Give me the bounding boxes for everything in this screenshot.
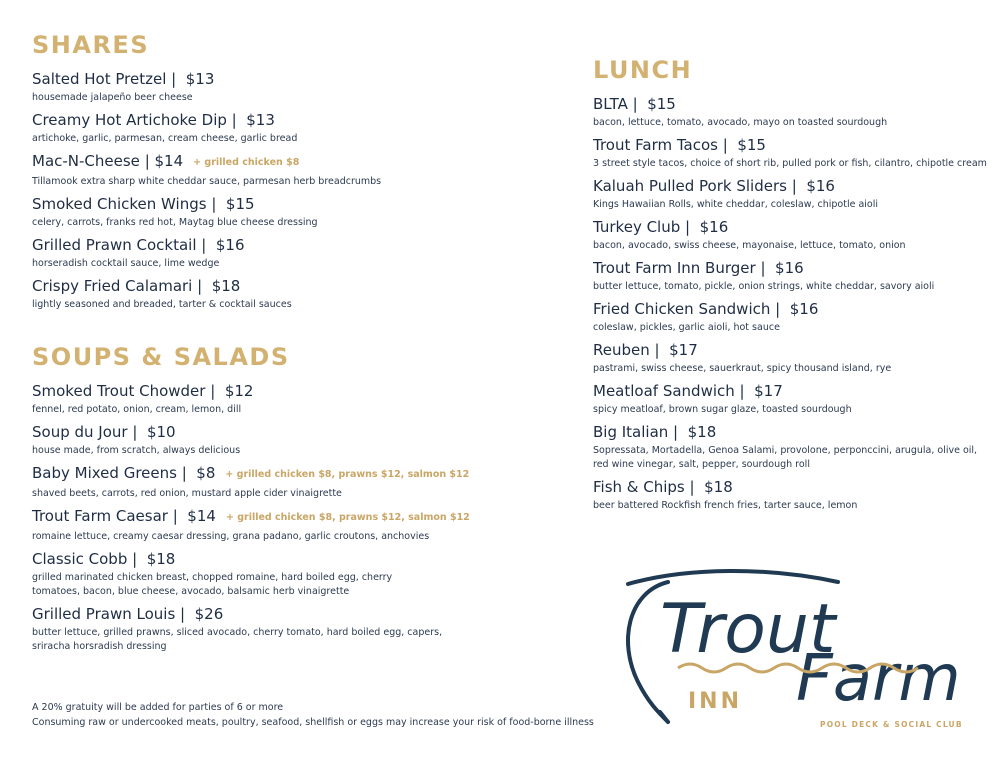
menu-item-description: shaved beets, carrots, red onion, mustard apple cider vinaigrette <box>32 488 342 499</box>
menu-item <box>593 216 988 253</box>
menu-item-name: Trout Farm Caesar <box>32 507 168 525</box>
menu-item <box>593 257 988 294</box>
menu-item-price: $16 <box>806 177 835 195</box>
menu-item-price: $8 <box>196 464 216 482</box>
menu-item-description: butter lettuce, grilled prawns, sliced avocado, cherry tomato, hard boiled egg, capers, sriracha horsradish dressing <box>32 627 443 652</box>
menu-item-price: $18 <box>146 550 176 568</box>
menu-item-line <box>32 548 592 570</box>
soups-salads-list <box>32 380 592 654</box>
price-separator: | <box>649 341 670 359</box>
menu-item-line <box>32 462 592 486</box>
menu-item-name: Smoked Chicken Wings <box>32 195 207 213</box>
gratuity-note: A 20% gratuity will be added for parties of 6 or more <box>32 702 284 713</box>
soups-salads-title: SOUPS & SALADS <box>32 343 290 371</box>
menu-item-line <box>593 380 988 402</box>
menu-item-line <box>593 216 988 238</box>
menu-item-name: Classic Cobb <box>32 550 128 568</box>
menu-item-description: Kings Hawaiian Rolls, white cheddar, coleslaw, chipotle aioli <box>593 199 879 210</box>
menu-item-price: $13 <box>185 70 215 88</box>
menu-item-description: bacon, lettuce, tomato, avocado, mayo on toasted sourdough <box>593 117 888 128</box>
menu-item-line <box>593 421 988 443</box>
price-separator: | <box>192 277 212 295</box>
menu-item-description: butter lettuce, tomato, pickle, onion strings, white cheddar, savory aioli <box>593 281 935 292</box>
price-separator: | <box>196 236 216 254</box>
menu-item-description: lightly seasoned and breaded, tarter & cocktail sauces <box>32 299 292 310</box>
menu-item-description: Tillamook extra sharp white cheddar sauce, parmesan herb breadcrumbs <box>32 176 382 187</box>
price-separator: | <box>167 507 188 525</box>
price-separator: | <box>734 382 755 400</box>
menu-item <box>32 380 592 417</box>
menu-item-name: Meatloaf Sandwich <box>593 382 735 400</box>
menu-item-line <box>32 603 592 625</box>
menu-item-price: $12 <box>224 382 254 400</box>
price-separator: | <box>717 136 738 154</box>
menu-item-addon: + grilled chicken $8 <box>193 157 300 168</box>
logo-word-trout: Trout <box>660 590 836 669</box>
menu-item <box>32 150 592 189</box>
menu-item-name: Soup du Jour <box>32 423 128 441</box>
menu-item-line <box>593 339 988 361</box>
price-separator: | <box>786 177 807 195</box>
menu-item-line <box>32 505 592 529</box>
shares-title: SHARES <box>32 31 150 59</box>
menu-item <box>32 462 592 501</box>
menu-item-price: $15 <box>737 136 766 154</box>
price-separator: | <box>139 152 155 170</box>
menu-item-name: Crispy Fried Calamari <box>32 277 193 295</box>
footer-notes <box>32 700 594 730</box>
menu-item <box>593 93 988 130</box>
price-separator: | <box>770 300 790 318</box>
menu-item <box>32 603 592 654</box>
menu-item <box>593 175 988 212</box>
shares-list <box>32 68 592 312</box>
menu-item-price: $13 <box>246 111 275 129</box>
menu-item-line <box>32 68 592 90</box>
menu-item-price: $14 <box>154 152 184 170</box>
menu-item-price: $16 <box>215 236 245 254</box>
menu-item <box>593 380 988 417</box>
menu-item-price: $18 <box>687 423 717 441</box>
trout-farm-logo <box>608 562 964 737</box>
menu-item-price: $16 <box>775 259 804 277</box>
menu-item-description: housemade jalapeño beer cheese <box>32 92 193 103</box>
menu-item-name: Grilled Prawn Louis <box>32 605 176 623</box>
menu-item-description: grilled marinated chicken breast, chopped romaine, hard boiled egg, cherry tomatoes, bacon, blue cheese, avocado, balsamic herb vinaigrette <box>32 572 393 597</box>
logo-inn: INN <box>688 689 743 714</box>
menu-item-description: Sopressata, Mortadella, Genoa Salami, provolone, perponccini, arugula, olive oil, red wine vinegar, salt, pepper, sourdough roll <box>593 445 978 470</box>
menu-item-price: $26 <box>194 605 224 623</box>
logo-word-farm: Farm <box>796 642 961 716</box>
menu-item-line <box>593 134 988 156</box>
price-separator: | <box>175 605 195 623</box>
menu-item <box>32 548 592 599</box>
menu-item-name: BLTA <box>593 95 628 113</box>
menu-item-line <box>593 257 988 279</box>
menu-item-name: Fish & Chips <box>593 478 685 496</box>
menu-item-line <box>32 193 592 215</box>
left-column <box>32 30 592 658</box>
menu-item-description: coleslaw, pickles, garlic aioli, hot sauce <box>593 322 780 333</box>
menu-item <box>593 421 988 472</box>
right-column <box>593 55 988 517</box>
menu-item-description: pastrami, swiss cheese, sauerkraut, spicy thousand island, rye <box>593 363 892 374</box>
menu-item <box>32 275 592 312</box>
logo-tagline: POOL DECK & SOCIAL CLUB <box>820 720 963 729</box>
menu-item-name: Reuben <box>593 341 650 359</box>
price-separator: | <box>226 111 247 129</box>
menu-item-price: $15 <box>647 95 676 113</box>
menu-item-line <box>32 275 592 297</box>
menu-item <box>32 109 592 146</box>
menu-item <box>32 234 592 271</box>
price-separator: | <box>127 550 147 568</box>
menu-item <box>32 421 592 458</box>
menu-item <box>593 298 988 335</box>
menu-item-price: $15 <box>225 195 255 213</box>
menu-item <box>32 193 592 230</box>
menu-item-price: $17 <box>754 382 783 400</box>
menu-item-line <box>32 109 592 131</box>
menu-item-description: fennel, red potato, onion, cream, lemon, dill <box>32 404 242 415</box>
menu-item-description: 3 street style tacos, choice of short rib, pulled pork or fish, cilantro, chipotle cream <box>593 158 987 169</box>
menu-item-description: beer battered Rockfish french fries, tarter sauce, lemon <box>593 500 858 511</box>
menu-item <box>593 339 988 376</box>
menu-item-line <box>32 234 592 256</box>
price-separator: | <box>627 95 648 113</box>
price-separator: | <box>680 218 700 236</box>
price-separator: | <box>206 195 226 213</box>
menu-item <box>593 476 988 513</box>
price-separator: | <box>127 423 147 441</box>
menu-item-name: Kaluah Pulled Pork Sliders <box>593 177 787 195</box>
menu-item-name: Turkey Club <box>593 218 681 236</box>
menu-item-addon: + grilled chicken $8, prawns $12, salmon $12 <box>225 512 470 523</box>
menu-item-line <box>593 298 988 320</box>
menu-item-price: $10 <box>146 423 176 441</box>
menu-item-price: $18 <box>211 277 241 295</box>
menu-item-name: Fried Chicken Sandwich <box>593 300 771 318</box>
menu-item-description: horseradish cocktail sauce, lime wedge <box>32 258 220 269</box>
menu-item-price: $16 <box>699 218 729 236</box>
price-separator: | <box>684 478 705 496</box>
menu-item-line <box>593 175 988 197</box>
menu-item-line <box>32 150 592 174</box>
menu-item-description: romaine lettuce, creamy caesar dressing, grana padano, garlic croutons, anchovies <box>32 531 430 542</box>
menu-item-line <box>593 93 988 115</box>
price-separator: | <box>166 70 186 88</box>
menu-item-addon: + grilled chicken $8, prawns $12, salmon $12 <box>225 469 470 480</box>
price-separator: | <box>668 423 688 441</box>
menu-item-description: house made, from scratch, always delicious <box>32 445 241 456</box>
menu-item-description: spicy meatloaf, brown sugar glaze, toasted sourdough <box>593 404 852 415</box>
menu-item-name: Trout Farm Inn Burger <box>593 259 756 277</box>
menu-item-price: $14 <box>187 507 216 525</box>
food-safety-warning: Consuming raw or undercooked meats, poultry, seafood, shellfish or eggs may increase your risk of food-borne illness <box>32 717 594 728</box>
menu-item-description: artichoke, garlic, parmesan, cream cheese, garlic bread <box>32 133 298 144</box>
menu-item-description: celery, carrots, franks red hot, Maytag blue cheese dressing <box>32 217 318 228</box>
price-separator: | <box>176 464 197 482</box>
menu-item <box>32 68 592 105</box>
menu-item-price: $17 <box>669 341 698 359</box>
menu-item-name: Mac-N-Cheese <box>32 152 140 170</box>
menu-item-line <box>32 421 592 443</box>
menu-item-description: bacon, avocado, swiss cheese, mayonaise, lettuce, tomato, onion <box>593 240 906 251</box>
menu-item-price: $18 <box>704 478 733 496</box>
menu-item-line <box>32 380 592 402</box>
price-separator: | <box>755 259 776 277</box>
menu-item-price: $16 <box>789 300 819 318</box>
menu-item-name: Creamy Hot Artichoke Dip <box>32 111 227 129</box>
menu-item-name: Trout Farm Tacos <box>593 136 718 154</box>
menu-item-name: Big Italian <box>593 423 669 441</box>
lunch-title: LUNCH <box>593 56 693 84</box>
logo-flourish <box>628 571 838 584</box>
menu-item <box>593 134 988 171</box>
lunch-list <box>593 93 988 513</box>
menu-item-name: Smoked Trout Chowder <box>32 382 206 400</box>
menu-item-name: Baby Mixed Greens <box>32 464 177 482</box>
price-separator: | <box>205 382 225 400</box>
menu-item-name: Salted Hot Pretzel <box>32 70 167 88</box>
menu-item-name: Grilled Prawn Cocktail <box>32 236 197 254</box>
menu-item-line <box>593 476 988 498</box>
menu-item <box>32 505 592 544</box>
